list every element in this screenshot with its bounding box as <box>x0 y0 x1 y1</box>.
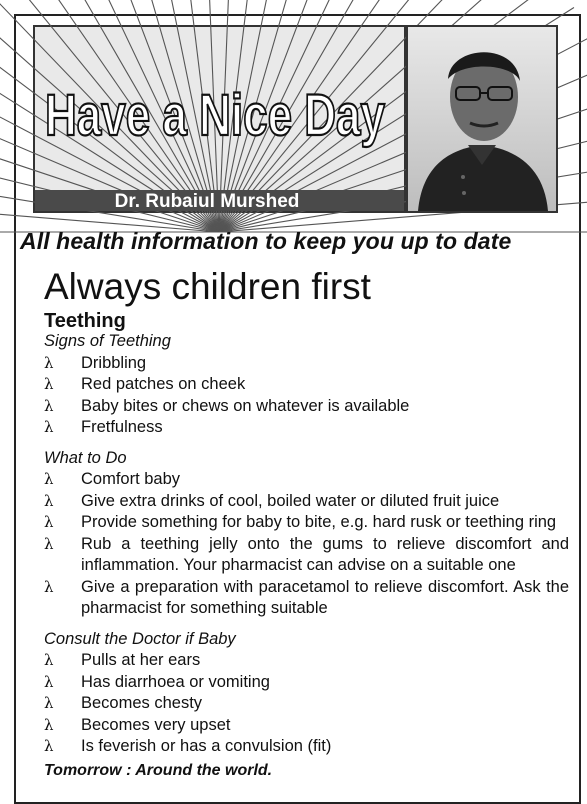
list-item: λ Give extra drinks of cool, boiled water or diluted fruit juice <box>44 491 569 513</box>
article-headline: Always children first <box>44 266 371 307</box>
list-item: λ Dribbling <box>44 353 569 375</box>
list-item: λ Has diarrhoea or vomiting <box>44 672 569 694</box>
group-heading: What to Do <box>44 448 127 467</box>
bullet-icon: λ <box>44 577 54 596</box>
group-heading: Signs of Teething <box>44 332 171 350</box>
bullet-icon: λ <box>44 715 54 734</box>
next-issue-teaser: Tomorrow : Around the world. <box>44 762 273 779</box>
list-item: λ Is feverish or has a convulsion (fit) <box>44 736 569 758</box>
group-heading: Consult the Doctor if Baby <box>44 629 236 648</box>
list-item: λ Pulls at her ears <box>44 650 569 672</box>
tagline: All health information to keep you up to date <box>20 228 512 254</box>
author-name: Dr. Rubaiul Murshed <box>114 191 300 212</box>
signs-list <box>44 353 569 439</box>
bullet-icon: λ <box>44 418 54 436</box>
bullet-icon: λ <box>44 375 54 393</box>
article-body <box>44 331 569 758</box>
list-item: λ Baby bites or chews on whatever is available <box>44 396 569 418</box>
bullet-icon: λ <box>44 651 54 669</box>
list-item: λ Becomes very upset <box>44 715 569 737</box>
masthead-banner <box>33 25 406 213</box>
bullet-icon: λ <box>44 737 54 755</box>
previous-page-remnant <box>0 0 587 14</box>
author-photo <box>406 25 558 213</box>
masthead-title: Have a Nice Day <box>45 83 385 148</box>
bullet-icon: λ <box>44 470 54 488</box>
list-item: λ Red patches on cheek <box>44 374 569 396</box>
consult-doctor-list <box>44 650 569 758</box>
list-item: λ Rub a teething jelly onto the gums to relieve discomfort and inflammation. Your pharmacist can advise on a suitable one <box>44 534 569 574</box>
section-title: Teething <box>44 310 126 332</box>
bullet-icon: λ <box>44 353 54 372</box>
list-item: λ Comfort baby <box>44 469 569 491</box>
bullet-icon: λ <box>44 513 54 531</box>
bullet-icon: λ <box>44 491 54 510</box>
bullet-icon: λ <box>44 694 54 712</box>
list-item: λ Give a preparation with paracetamol to relieve discomfort. Ask the pharmacist for something suitable <box>44 577 569 617</box>
list-item: λ Provide something for baby to bite, e.g. hard rusk or teething ring <box>44 512 569 534</box>
list-item: λ Becomes chesty <box>44 693 569 715</box>
sunburst-graphic <box>35 27 404 211</box>
bullet-icon: λ <box>44 534 54 553</box>
list-item: λ Fretfulness <box>44 417 569 439</box>
what-to-do-list <box>44 469 569 620</box>
bullet-icon: λ <box>44 672 54 691</box>
bullet-icon: λ <box>44 396 54 415</box>
